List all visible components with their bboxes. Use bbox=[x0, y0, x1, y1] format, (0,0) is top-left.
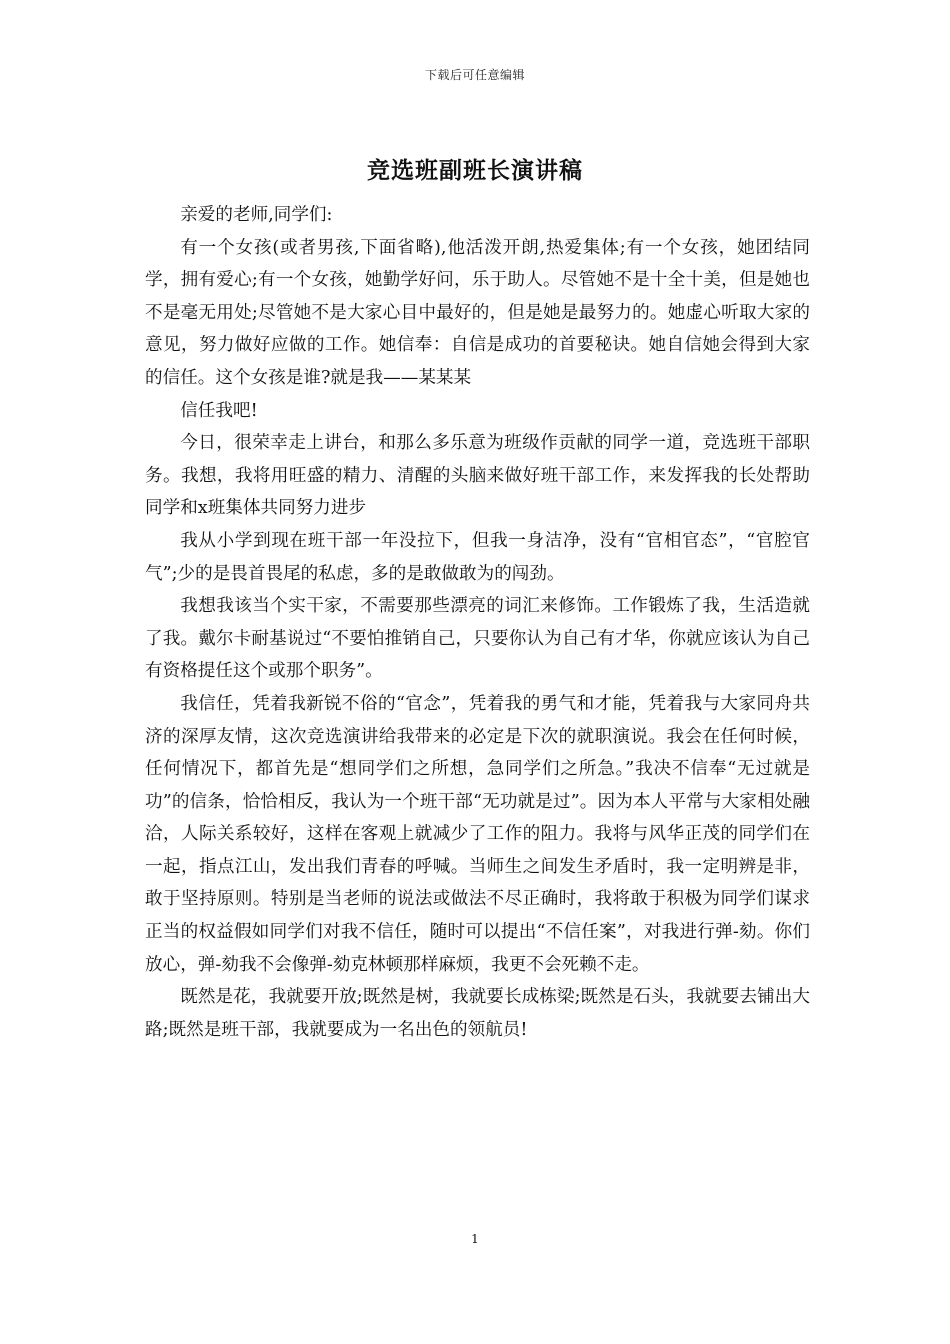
paragraph: 有一个女孩(或者男孩,下面省略),他活泼开朗,热爱集体;有一个女孩，她团结同学，拥有爱心;有一个女孩，她勤学好问，乐于助人。尽管她不是十全十美，但是她也不是毫无用处;尽管她不是大家心目中最好的，但是她是最努力的。她虚心听取大家的意见，努力做好应做的工作。她信奉：自信是成功的首要秘诀。她自信她会得到大家的信任。这个女孩是谁?就是我——某某某 bbox=[145, 237, 810, 388]
paragraph: 信任我吧! bbox=[180, 400, 258, 421]
paragraph-greeting: 亲爱的老师,同学们: bbox=[180, 205, 333, 225]
paragraph: 今日，很荣幸走上讲台，和那么多乐意为班级作贡献的同学一道，竞选班干部职务。我想，我将用旺盛的精力、清醒的头脑来做好班干部工作，来发挥我的长处帮助同学和x班集体共同努力进步 bbox=[145, 433, 810, 519]
paragraph: 既然是花，我就要开放;既然是树，我就要长成栋梁;既然是石头，我就要去铺出大路;既然是班干部，我就要成为一名出色的领航员! bbox=[145, 987, 810, 1040]
document-title: 竞选班副班长演讲稿 bbox=[367, 157, 583, 184]
page-number: 1 bbox=[471, 1232, 479, 1246]
paragraph: 我想我该当个实干家，不需要那些漂亮的词汇来修饰。工作锻炼了我，生活造就了我。戴尔卡耐基说过“不要怕推销自己，只要你认为自己有才华，你就应该认为自己有资格提任这个或那个职务”。 bbox=[145, 596, 810, 682]
document-body bbox=[145, 199, 810, 1046]
header-note: 下载后可任意编辑 bbox=[424, 68, 525, 82]
paragraph: 我信任，凭着我新锐不俗的“官念”，凭着我的勇气和才能，凭着我与大家同舟共济的深厚友情，这次竞选演讲给我带来的必定是下次的就职演说。我会在任何时候，任何情况下，都首先是“想同学们之所想，急同学们之所急。”我决不信奉“无过就是功”的信条，恰恰相反，我认为一个班干部“无功就是过”。因为本人平常与大家相处融洽，人际关系较好，这样在客观上就减少了工作的阻力。我将与风华正茂的同学们在一起，指点江山，发出我们青春的呼喊。当师生之间发生矛盾时，我一定明辨是非，敢于坚持原则。特别是当老师的说法或做法不尽正确时，我将敢于积极为同学们谋求正当的权益假如同学们对我不信任，随时可以提出“不信任案”，对我进行弹-劾。你们放心，弹-劾我不会像弹-劾克林顿那样麻烦，我更不会死赖不走。 bbox=[145, 693, 811, 975]
paragraph: 我从小学到现在班干部一年没拉下，但我一身洁净，没有“官相官态”，“官腔官气”;少的是畏首畏尾的私虑，多的是敢做敢为的闯劲。 bbox=[145, 530, 810, 584]
